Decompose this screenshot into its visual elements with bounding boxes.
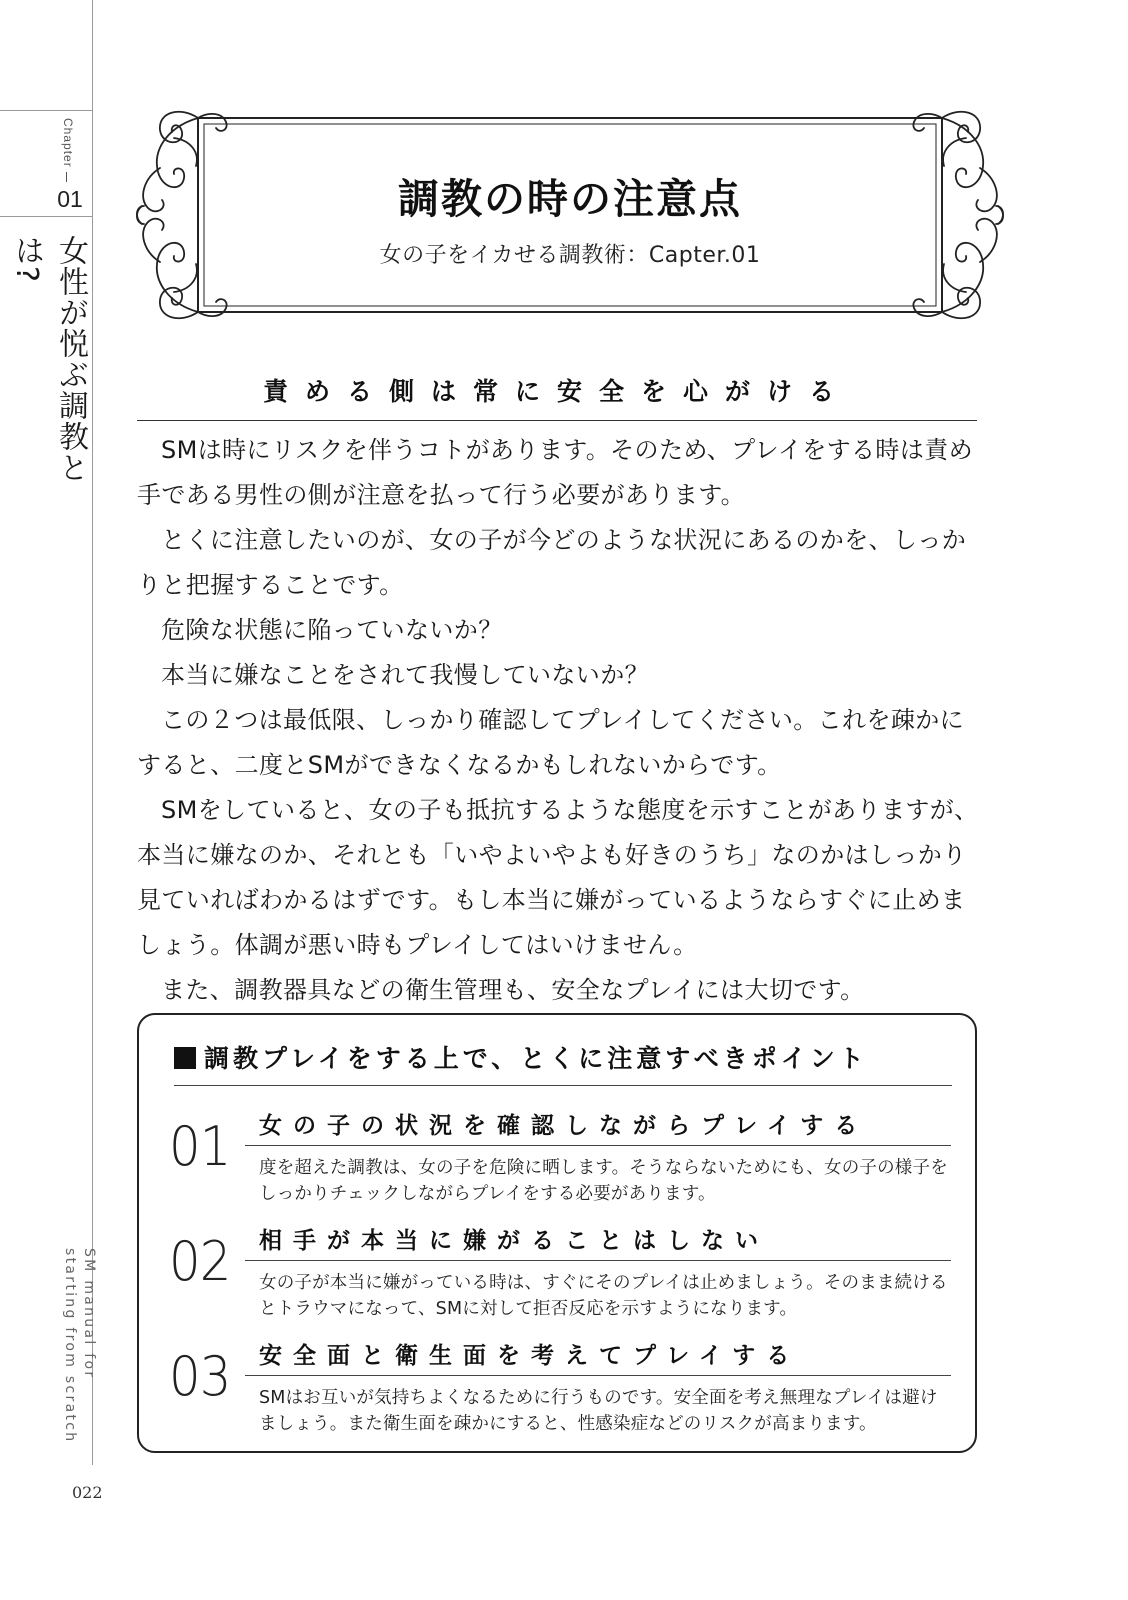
black-square-icon bbox=[174, 1047, 196, 1069]
paragraph: SMは時にリスクを伴うコトがあります。そのため、プレイをする時は責め手である男性の側が注意を払って行う必要があります。 bbox=[137, 436, 974, 509]
point-body: SMはお互いが気持ちよくなるために行うものです。安全面を考え無理なプレイは避けましょう。また衛生面を疎かにすると、性感染症などのリスクが高まります。 bbox=[259, 1388, 938, 1434]
point-rule bbox=[245, 1260, 951, 1261]
sidebar-english-caption: SM manual for starting from scratch bbox=[62, 1248, 97, 1444]
point-item bbox=[139, 1337, 979, 1447]
chapter-tick bbox=[66, 172, 67, 182]
point-rule bbox=[245, 1375, 951, 1376]
point-rule bbox=[245, 1145, 951, 1146]
point-item bbox=[139, 1222, 979, 1332]
title-frame bbox=[130, 108, 1010, 322]
paragraph: 本当に嫌なことをされて我慢していないか？ bbox=[161, 661, 649, 689]
point-body: 度を超えた調教は、女の子を危険に晒します。そうならないためにも、女の子の様子をしっかりチェックしながらプレイをする必要があります。 bbox=[259, 1158, 948, 1204]
point-title: 女の子の状況を確認しながらプレイする bbox=[259, 1113, 869, 1139]
point-body: 女の子が本当に嫌がっている時は、すぐにそのプレイは止めましょう。そのまま続けるとトラウマになって、SMに対して拒否反応を示すようになります。 bbox=[259, 1273, 948, 1319]
paragraph: とくに注意したいのが、女の子が今どのような状況にあるのかを、しっかりと把握することです。 bbox=[137, 526, 967, 599]
point-item bbox=[139, 1107, 979, 1217]
sidebar-divider bbox=[92, 0, 93, 1465]
chapter-number: 01 bbox=[57, 186, 83, 212]
page-number: 022 bbox=[72, 1483, 103, 1502]
page-title: 調教の時の注意点 bbox=[398, 175, 742, 223]
points-box-heading bbox=[174, 1039, 868, 1075]
section-heading: 責める側は常に安全を心がける bbox=[262, 377, 851, 406]
sidebar-rule-top bbox=[0, 110, 92, 111]
paragraph: この２つは最低限、しっかり確認してプレイしてください。これを疎かにすると、二度とSMができなくなるかもしれないからです。 bbox=[137, 706, 965, 779]
section-rule bbox=[137, 420, 977, 421]
point-number: 03 bbox=[169, 1345, 231, 1408]
paragraph: また、調教器具などの衛生管理も、安全なプレイには大切です。 bbox=[161, 976, 865, 1004]
point-number: 02 bbox=[169, 1230, 231, 1293]
paragraph: 危険な状態に陥っていないか？ bbox=[161, 616, 503, 644]
points-box bbox=[137, 1013, 977, 1453]
page-subtitle: 女の子をイカせる調教術：Capter.01 bbox=[379, 243, 761, 268]
point-title: 安全面と衛生面を考えてプレイする bbox=[259, 1343, 801, 1369]
points-box-rule bbox=[174, 1085, 952, 1086]
chapter-label: Chapter bbox=[61, 118, 75, 168]
point-title: 相手が本当に嫌がることはしない bbox=[259, 1228, 769, 1254]
sidebar-rule-bottom bbox=[0, 216, 92, 217]
body-text bbox=[137, 428, 979, 1013]
points-box-heading-text: 調教プレイをする上で、とくに注意すべきポイント bbox=[204, 1044, 868, 1073]
paragraph: SMをしていると、女の子も抵抗するような態度を示すことがありますが、本当に嫌なのか、それとも「いやよいやよも好きのうち」なのかはしっかり見ていればわかるはずです。もし本当に嫌がっているようならすぐに止めましょう。体調が悪い時もプレイしてはいけません。 bbox=[137, 796, 979, 959]
point-number: 01 bbox=[169, 1115, 231, 1178]
sidebar-vertical-title: 女性が悦ぶ調教とは? bbox=[9, 235, 88, 483]
